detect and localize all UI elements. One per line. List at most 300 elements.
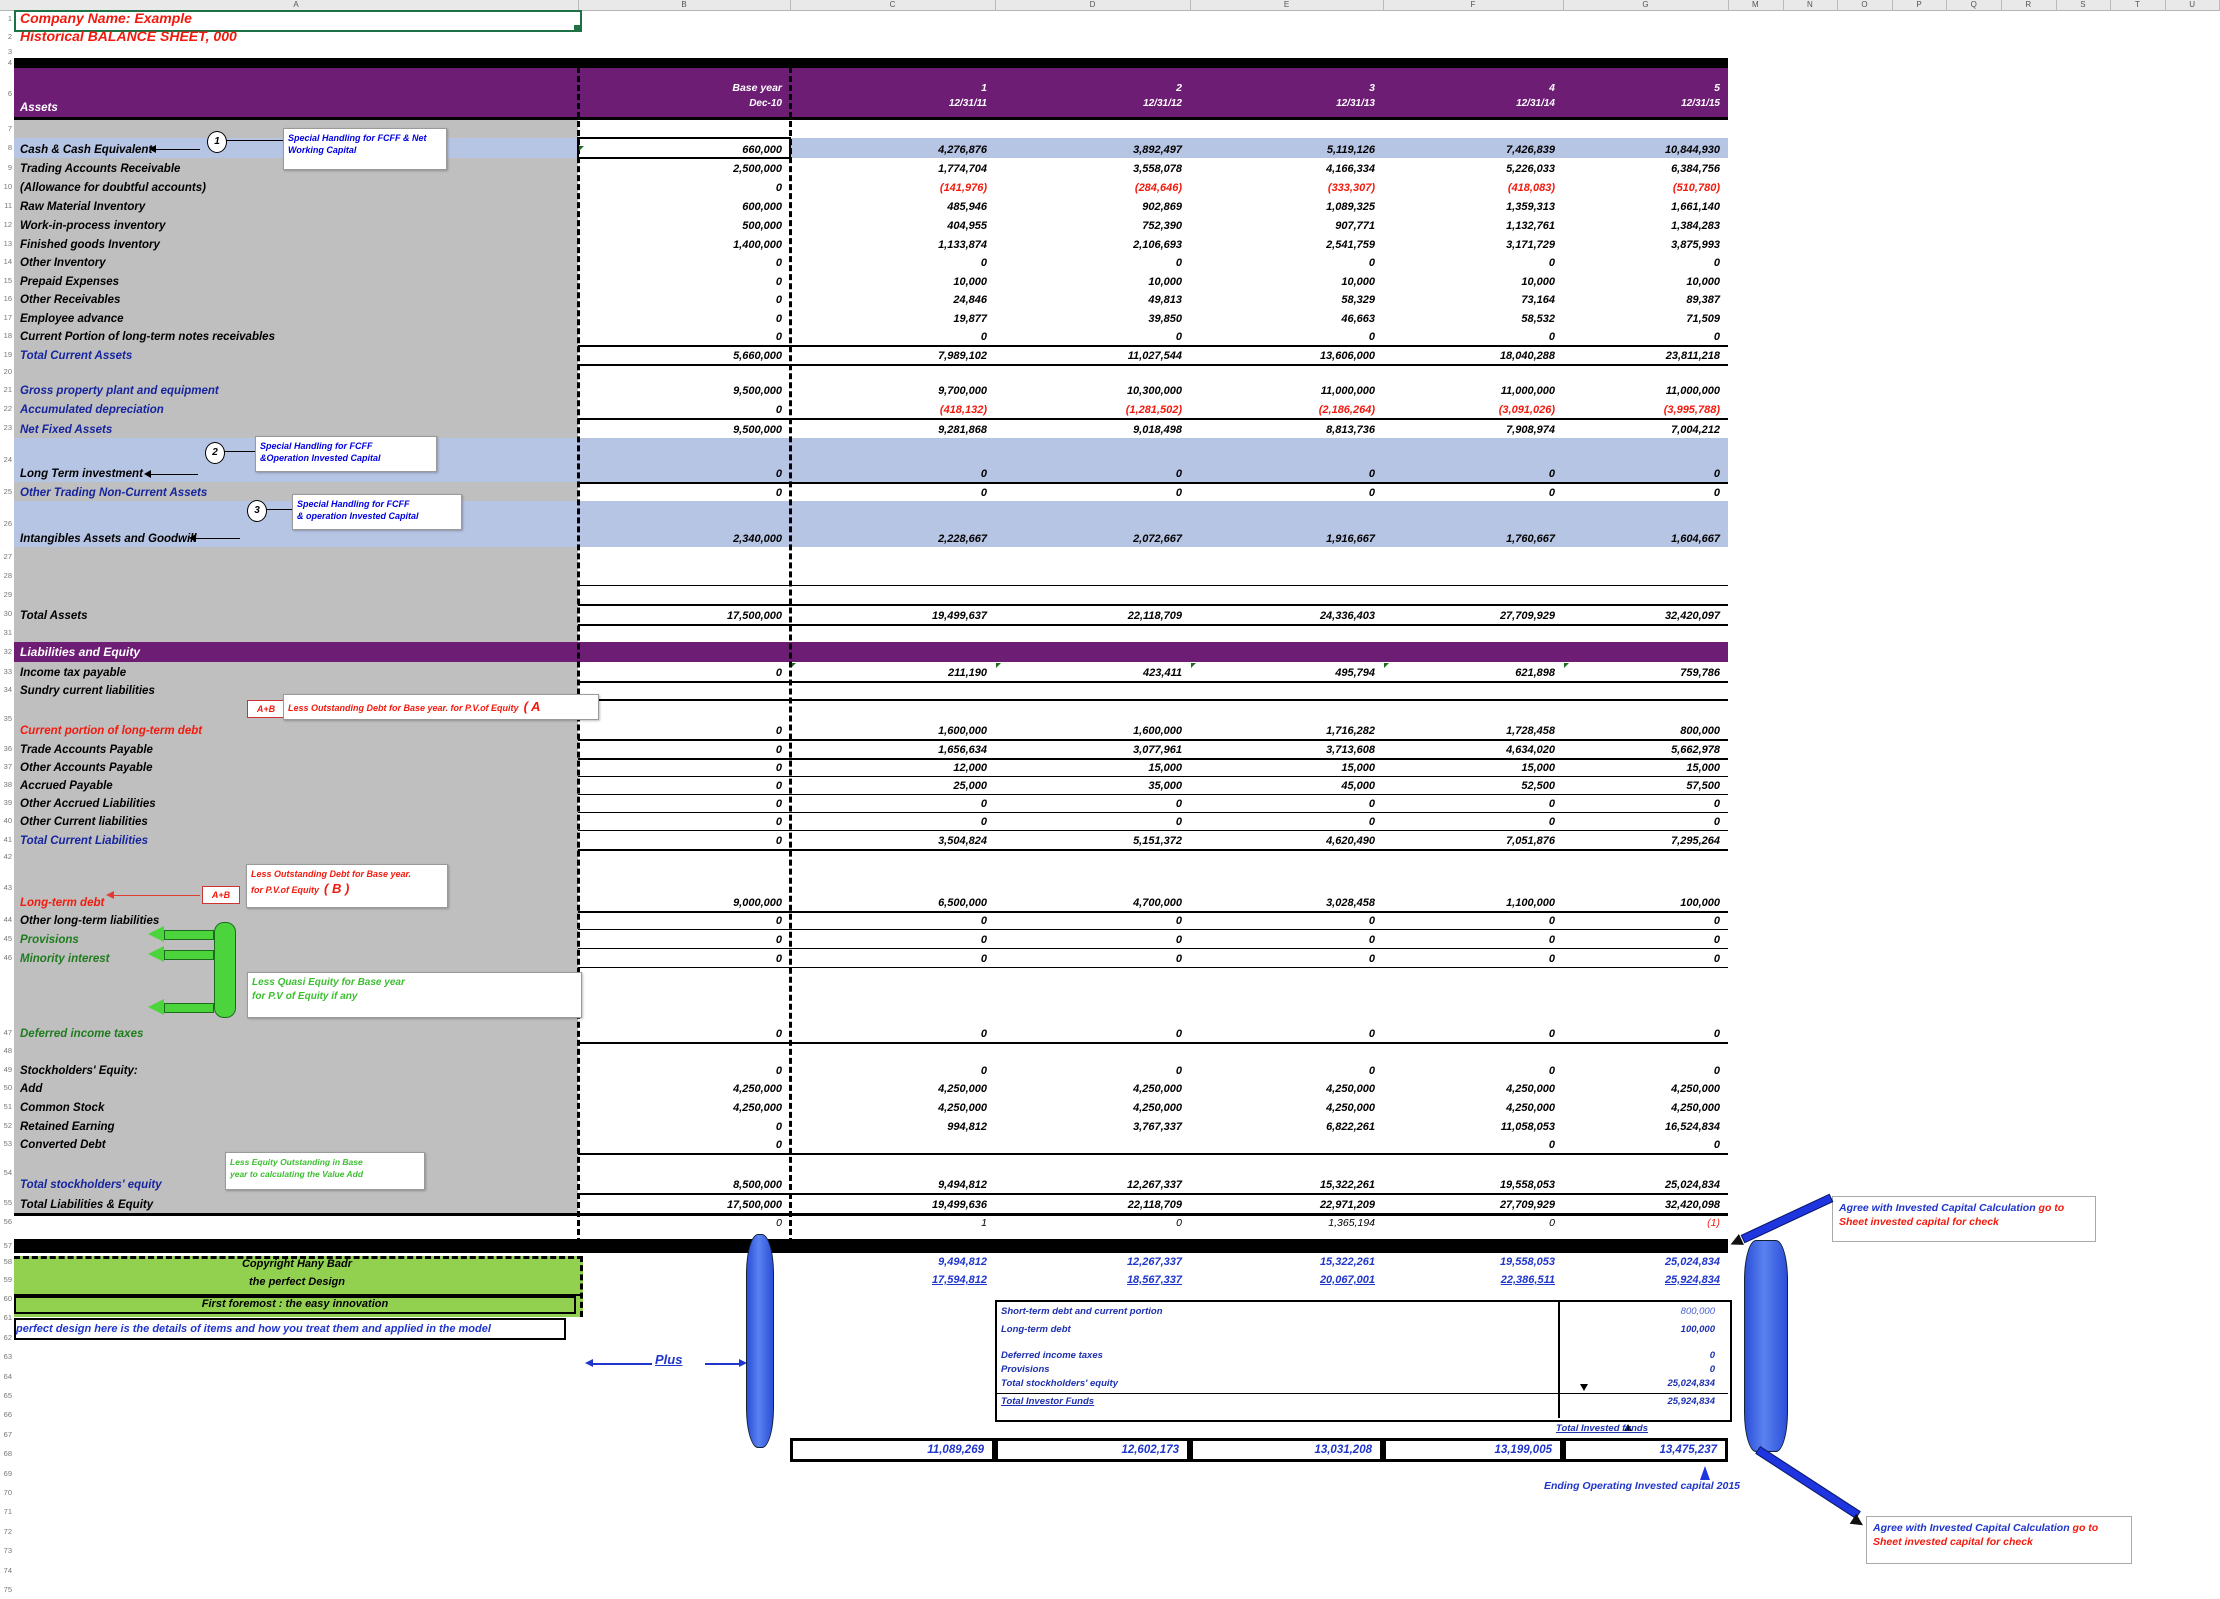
cell-C49[interactable]: 0 <box>980 1065 987 1077</box>
cell-D41[interactable]: 5,151,372 <box>1133 835 1182 847</box>
cell-E40[interactable]: 0 <box>1368 816 1375 828</box>
cell-C39[interactable]: 0 <box>980 798 987 810</box>
mini-table-value-5[interactable]: 25,024,834 <box>1667 1378 1715 1389</box>
cell-G54[interactable]: 25,024,834 <box>1664 1179 1720 1191</box>
row-number-37[interactable]: 37 <box>3 762 12 771</box>
row-number-24[interactable]: 24 <box>3 455 12 464</box>
row-number-40[interactable]: 40 <box>3 816 12 825</box>
cell-D52[interactable]: 3,767,337 <box>1133 1121 1182 1133</box>
cell-D38[interactable]: 35,000 <box>1148 780 1182 792</box>
cell-F25[interactable]: 0 <box>1548 487 1555 499</box>
row-24-label[interactable]: Long Term investment <box>20 468 143 480</box>
column-header-A[interactable]: A <box>14 0 579 10</box>
cell-D51[interactable]: 4,250,000 <box>1133 1102 1182 1114</box>
cell-B56[interactable]: 0 <box>776 1217 782 1229</box>
row-number-41[interactable]: 41 <box>3 835 12 844</box>
cell-E14[interactable]: 0 <box>1368 257 1375 269</box>
row-36-label[interactable]: Trade Accounts Payable <box>14 739 578 758</box>
cell-G14[interactable]: 0 <box>1713 257 1720 269</box>
cell-F14[interactable]: 0 <box>1548 257 1555 269</box>
cell-C54[interactable]: 9,494,812 <box>938 1179 987 1191</box>
cell-E41[interactable]: 4,620,490 <box>1326 835 1375 847</box>
cell-G18[interactable]: 0 <box>1713 331 1720 343</box>
row-number-61[interactable]: 61 <box>3 1313 12 1323</box>
row-50-label[interactable]: Add <box>14 1079 578 1097</box>
cell-F55[interactable]: 27,709,929 <box>1499 1199 1555 1211</box>
row-number-44[interactable]: 44 <box>3 915 12 924</box>
cell-E21[interactable]: 11,000,000 <box>1320 385 1375 397</box>
cell-C37[interactable]: 12,000 <box>953 762 987 774</box>
cell-E11[interactable]: 1,089,325 <box>1326 201 1375 213</box>
cell-C19[interactable]: 7,989,102 <box>938 350 987 362</box>
cell-D46[interactable]: 0 <box>1175 953 1182 965</box>
row-31-label[interactable] <box>14 624 578 642</box>
cell-B44[interactable]: 0 <box>775 915 782 927</box>
cell-D50[interactable]: 4,250,000 <box>1133 1083 1182 1095</box>
cell-C47[interactable]: 0 <box>980 1028 987 1040</box>
cell-D14[interactable]: 0 <box>1175 257 1182 269</box>
cell-D43[interactable]: 4,700,000 <box>1133 897 1182 909</box>
cell-D15[interactable]: 10,000 <box>1148 276 1182 288</box>
row-number-50[interactable]: 50 <box>3 1083 12 1092</box>
row-20-label[interactable] <box>14 364 578 380</box>
row-number-6[interactable]: 6 <box>7 89 12 98</box>
cell-E49[interactable]: 0 <box>1368 1065 1375 1077</box>
cell-G17[interactable]: 71,509 <box>1686 313 1720 325</box>
invested-total-E[interactable]: 13,031,208 <box>1190 1438 1383 1462</box>
cell-B46[interactable]: 0 <box>775 953 782 965</box>
row-number-34[interactable]: 34 <box>3 685 12 694</box>
row-number-48[interactable]: 48 <box>3 1046 12 1055</box>
cell-D12[interactable]: 752,390 <box>1142 220 1182 232</box>
cell-B8[interactable]: 660,000 <box>578 138 790 158</box>
cell-G21[interactable]: 11,000,000 <box>1665 385 1720 397</box>
row-17-label[interactable]: Employee advance <box>14 308 578 327</box>
cell-D9[interactable]: 3,558,078 <box>1133 163 1182 175</box>
year-date-5[interactable]: 12/31/14 <box>1516 98 1555 109</box>
column-header-N[interactable]: N <box>1783 0 1839 10</box>
cell-F44[interactable]: 0 <box>1548 915 1555 927</box>
cell-G59[interactable]: 25,924,834 <box>1664 1274 1720 1286</box>
cell-C18[interactable]: 0 <box>980 331 987 343</box>
column-header-B[interactable]: B <box>578 0 791 10</box>
row-10-label[interactable]: (Allowance for doubtful accounts) <box>14 177 578 196</box>
cell-B38[interactable]: 0 <box>775 780 782 792</box>
row-49-label[interactable]: Stockholders' Equity: <box>14 1060 578 1079</box>
column-header-R[interactable]: R <box>2001 0 2057 10</box>
row-11-label[interactable]: Raw Material Inventory <box>14 196 578 215</box>
cell-D53[interactable] <box>995 1135 1190 1153</box>
cell-D26[interactable]: 2,072,667 <box>1133 533 1182 545</box>
cell-E45[interactable]: 0 <box>1368 934 1375 946</box>
mini-table-value-2[interactable]: 100,000 <box>1680 1324 1715 1335</box>
row-number-60[interactable]: 60 <box>3 1294 12 1303</box>
cell-F24[interactable]: 0 <box>1548 468 1555 480</box>
cell-G39[interactable]: 0 <box>1713 798 1720 810</box>
column-header-F[interactable]: F <box>1383 0 1564 10</box>
cell-F38[interactable]: 52,500 <box>1521 780 1555 792</box>
cell-C50[interactable]: 4,250,000 <box>938 1083 987 1095</box>
cell-F21[interactable]: 11,000,000 <box>1500 385 1555 397</box>
row-number-20[interactable]: 20 <box>3 367 12 376</box>
cell-B47[interactable]: 0 <box>775 1028 782 1040</box>
column-header-E[interactable]: E <box>1190 0 1384 10</box>
cell-G53[interactable]: 0 <box>1713 1139 1720 1151</box>
invested-total-G[interactable]: 13,475,237 <box>1563 1438 1728 1462</box>
cell-F53[interactable]: 0 <box>1548 1139 1555 1151</box>
row-number-54[interactable]: 54 <box>3 1168 12 1177</box>
row-number-8[interactable]: 8 <box>7 143 12 152</box>
row-number-71[interactable]: 71 <box>3 1507 12 1517</box>
row-number-45[interactable]: 45 <box>3 934 12 943</box>
cell-F18[interactable]: 0 <box>1548 331 1555 343</box>
cell-G38[interactable]: 57,500 <box>1686 780 1720 792</box>
cell-D58[interactable]: 12,267,337 <box>1126 1256 1182 1268</box>
cell-G51[interactable]: 4,250,000 <box>1671 1102 1720 1114</box>
cell-E55[interactable]: 22,971,209 <box>1319 1199 1375 1211</box>
cell-D49[interactable]: 0 <box>1175 1065 1182 1077</box>
row-number-26[interactable]: 26 <box>3 519 12 528</box>
cell-C16[interactable]: 24,846 <box>953 294 987 306</box>
row-53-label[interactable]: Converted Debt <box>14 1135 578 1153</box>
cell-F19[interactable]: 18,040,288 <box>1499 350 1555 362</box>
cell-G47[interactable]: 0 <box>1713 1028 1720 1040</box>
cell-E37[interactable]: 15,000 <box>1341 762 1375 774</box>
row-number-7[interactable]: 7 <box>7 124 12 133</box>
cell-E50[interactable]: 4,250,000 <box>1326 1083 1375 1095</box>
row-26-label[interactable]: Intangibles Assets and Goodwill <box>20 533 197 545</box>
row-39-label[interactable]: Other Accrued Liabilities <box>14 794 578 812</box>
row-number-35[interactable]: 35 <box>3 714 12 723</box>
row-47-label[interactable]: Deferred income taxes <box>14 1023 578 1042</box>
mini-table-value-3[interactable]: 0 <box>1709 1350 1715 1361</box>
cell-F36[interactable]: 4,634,020 <box>1506 744 1555 756</box>
row-number-67[interactable]: 67 <box>3 1429 12 1439</box>
blue-arrow-2[interactable] <box>1755 1446 1861 1519</box>
year-date-3[interactable]: 12/31/12 <box>1143 98 1182 109</box>
cell-G23[interactable]: 7,004,212 <box>1671 424 1720 436</box>
cell-D33[interactable]: 423,411 <box>1143 667 1182 679</box>
cell-E36[interactable]: 3,713,608 <box>1326 744 1375 756</box>
row-number-32[interactable]: 32 <box>3 647 12 656</box>
red-note-chip-1[interactable]: A+B <box>247 700 285 718</box>
row-number-14[interactable]: 14 <box>3 257 12 266</box>
invested-total-C[interactable]: 11,089,269 <box>790 1438 995 1462</box>
cell-B15[interactable]: 0 <box>775 276 782 288</box>
cell-D30[interactable]: 22,118,709 <box>1127 610 1182 622</box>
row-number-38[interactable]: 38 <box>3 780 12 789</box>
cell-B19[interactable]: 5,660,000 <box>733 350 782 362</box>
callout-1-badge[interactable]: 1 <box>207 131 227 153</box>
invested-total-D[interactable]: 12,602,173 <box>995 1438 1190 1462</box>
cell-B50[interactable]: 4,250,000 <box>733 1083 782 1095</box>
cell-G11[interactable]: 1,661,140 <box>1671 201 1720 213</box>
cell-E46[interactable]: 0 <box>1368 953 1375 965</box>
year-header-3[interactable]: 2 <box>1176 82 1182 94</box>
cell-G30[interactable]: 32,420,097 <box>1664 610 1720 622</box>
cell-C23[interactable]: 9,281,868 <box>938 424 987 436</box>
cell-F30[interactable]: 27,709,929 <box>1499 610 1555 622</box>
cell-D59[interactable]: 18,567,337 <box>1126 1274 1182 1286</box>
row-22-label[interactable]: Accumulated depreciation <box>14 399 578 418</box>
row-56-label[interactable] <box>14 1213 578 1231</box>
cell-G13[interactable]: 3,875,993 <box>1671 239 1720 251</box>
green-note-1[interactable]: Less Quasi Equity for Base year for P.V of Equity if any <box>247 972 582 1018</box>
row-27-label[interactable] <box>14 547 578 566</box>
row-number-18[interactable]: 18 <box>3 331 12 340</box>
column-header-D[interactable]: D <box>995 0 1191 10</box>
cell-C8[interactable]: 4,276,876 <box>938 144 987 156</box>
cell-B24[interactable]: 0 <box>775 468 782 480</box>
cell-D54[interactable]: 12,267,337 <box>1126 1179 1182 1191</box>
cell-G36[interactable]: 5,662,978 <box>1671 744 1720 756</box>
row-number-53[interactable]: 53 <box>3 1139 12 1148</box>
row-number-58[interactable]: 58 <box>3 1257 12 1266</box>
year-date-6[interactable]: 12/31/15 <box>1681 98 1720 109</box>
cell-E53[interactable] <box>1190 1135 1383 1153</box>
row-51-label[interactable]: Common Stock <box>14 1097 578 1116</box>
red-note-chip-2[interactable]: A+B <box>202 886 240 904</box>
row-42-label[interactable] <box>14 849 578 865</box>
row-number-10[interactable]: 10 <box>3 182 12 191</box>
row-38-label[interactable]: Accrued Payable <box>14 776 578 794</box>
cell-E51[interactable]: 4,250,000 <box>1326 1102 1375 1114</box>
cell-F43[interactable]: 1,100,000 <box>1506 897 1555 909</box>
cell-E23[interactable]: 8,813,736 <box>1326 424 1375 436</box>
cell-B39[interactable]: 0 <box>775 798 782 810</box>
cell-C30[interactable]: 19,499,637 <box>931 610 987 622</box>
cell-B17[interactable]: 0 <box>775 313 782 325</box>
cell-D10[interactable]: (284,646) <box>1134 182 1182 194</box>
cell-G43[interactable]: 100,000 <box>1680 897 1720 909</box>
cell-G55[interactable]: 32,420,098 <box>1664 1199 1720 1211</box>
row-16-label[interactable]: Other Receivables <box>14 290 578 308</box>
cell-E35[interactable]: 1,716,282 <box>1326 725 1375 737</box>
cell-D19[interactable]: 11,027,544 <box>1127 350 1182 362</box>
cell-C52[interactable]: 994,812 <box>947 1121 987 1133</box>
cell-F13[interactable]: 3,171,729 <box>1506 239 1555 251</box>
cell-E24[interactable]: 0 <box>1368 468 1375 480</box>
cell-F51[interactable]: 4,250,000 <box>1506 1102 1555 1114</box>
cell-F50[interactable]: 4,250,000 <box>1506 1083 1555 1095</box>
row-number-2[interactable]: 2 <box>7 32 12 41</box>
cell-F47[interactable]: 0 <box>1548 1028 1555 1040</box>
cell-F10[interactable]: (418,083) <box>1507 182 1555 194</box>
row-number-43[interactable]: 43 <box>3 883 12 892</box>
cell-B12[interactable]: 500,000 <box>742 220 782 232</box>
row-number-57[interactable]: 57 <box>3 1241 12 1250</box>
cell-B49[interactable]: 0 <box>775 1065 782 1077</box>
cell-G19[interactable]: 23,811,218 <box>1665 350 1720 362</box>
cell-G25[interactable]: 0 <box>1713 487 1720 499</box>
year-header-1[interactable]: Base year <box>732 82 782 94</box>
cell-D22[interactable]: (1,281,502) <box>1125 404 1182 416</box>
cell-E43[interactable]: 3,028,458 <box>1326 897 1375 909</box>
column-header-O[interactable]: O <box>1837 0 1893 10</box>
cell-C38[interactable]: 25,000 <box>953 780 987 792</box>
cell-C35[interactable]: 1,600,000 <box>938 725 987 737</box>
row-number-72[interactable]: 72 <box>3 1526 12 1536</box>
cell-G9[interactable]: 6,384,756 <box>1671 163 1720 175</box>
cell-C17[interactable]: 19,877 <box>953 313 987 325</box>
cell-B52[interactable]: 0 <box>775 1121 782 1133</box>
cell-G12[interactable]: 1,384,283 <box>1671 220 1720 232</box>
cell-B30[interactable]: 17,500,000 <box>726 610 782 622</box>
cell-G24[interactable]: 0 <box>1713 468 1720 480</box>
cell-G16[interactable]: 89,387 <box>1686 294 1720 306</box>
row-number-21[interactable]: 21 <box>3 385 12 394</box>
cell-F8[interactable]: 7,426,839 <box>1506 144 1555 156</box>
cell-E56[interactable]: 1,365,194 <box>1328 1217 1375 1229</box>
row-number-74[interactable]: 74 <box>3 1565 12 1575</box>
cell-C22[interactable]: (418,132) <box>939 404 987 416</box>
cell-B53[interactable]: 0 <box>775 1139 782 1151</box>
cell-G50[interactable]: 4,250,000 <box>1671 1083 1720 1095</box>
cell-D8[interactable]: 3,892,497 <box>1133 144 1182 156</box>
column-header-Q[interactable]: Q <box>1946 0 2002 10</box>
cell-B16[interactable]: 0 <box>775 294 782 306</box>
cell-E33[interactable]: 495,794 <box>1335 667 1375 679</box>
cell-F23[interactable]: 7,908,974 <box>1506 424 1555 436</box>
cell-E44[interactable]: 0 <box>1368 915 1375 927</box>
cell-G40[interactable]: 0 <box>1713 816 1720 828</box>
row-number-22[interactable]: 22 <box>3 404 12 413</box>
cell-C10[interactable]: (141,976) <box>939 182 987 194</box>
year-date-2[interactable]: 12/31/11 <box>948 98 987 109</box>
row-number-25[interactable]: 25 <box>3 487 12 496</box>
cell-D40[interactable]: 0 <box>1175 816 1182 828</box>
cell-F40[interactable]: 0 <box>1548 816 1555 828</box>
mini-table-value-4[interactable]: 0 <box>1709 1364 1715 1375</box>
row-number-17[interactable]: 17 <box>3 313 12 322</box>
cell-D16[interactable]: 49,813 <box>1148 294 1182 306</box>
year-date-1[interactable]: Dec-10 <box>749 98 782 109</box>
cell-G35[interactable]: 800,000 <box>1680 725 1720 737</box>
cell-E26[interactable]: 1,916,667 <box>1326 533 1375 545</box>
row-number-70[interactable]: 70 <box>3 1488 12 1497</box>
row-number-65[interactable]: 65 <box>3 1391 12 1400</box>
row-8-label[interactable]: Cash & Cash Equivalent <box>20 144 153 156</box>
row-number-31[interactable]: 31 <box>3 628 12 637</box>
row-34-label[interactable]: Sundry current liabilities <box>14 681 578 699</box>
row-46-label[interactable]: Minority interest <box>14 948 578 967</box>
cell-F37[interactable]: 15,000 <box>1521 762 1555 774</box>
blue-pill-left[interactable] <box>746 1234 774 1448</box>
cell-F33[interactable]: 621,898 <box>1515 667 1555 679</box>
cell-C14[interactable]: 0 <box>980 257 987 269</box>
row-number-68[interactable]: 68 <box>3 1449 12 1459</box>
cell-D18[interactable]: 0 <box>1175 331 1182 343</box>
column-header-G[interactable]: G <box>1563 0 1729 10</box>
cell-C51[interactable]: 4,250,000 <box>938 1102 987 1114</box>
callout-3-badge[interactable]: 3 <box>247 500 267 522</box>
cell-F56[interactable]: 0 <box>1549 1217 1555 1229</box>
row-number-63[interactable]: 63 <box>3 1352 12 1362</box>
row-44-label[interactable]: Other long-term liabilities <box>14 911 578 929</box>
cell-E18[interactable]: 0 <box>1368 331 1375 343</box>
cell-C26[interactable]: 2,228,667 <box>938 533 987 545</box>
row-number-4[interactable]: 4 <box>7 58 12 67</box>
callout-3-box[interactable]: Special Handling for FCFF & operation Invested Capital <box>292 494 462 530</box>
cell-D37[interactable]: 15,000 <box>1148 762 1182 774</box>
column-header-S[interactable]: S <box>2056 0 2112 10</box>
cell-D17[interactable]: 39,850 <box>1148 313 1182 325</box>
cell-B35[interactable]: 0 <box>775 725 782 737</box>
cell-E30[interactable]: 24,336,403 <box>1319 610 1375 622</box>
row-37-label[interactable]: Other Accounts Payable <box>14 758 578 776</box>
row-number-64[interactable]: 64 <box>3 1371 12 1381</box>
cell-F46[interactable]: 0 <box>1548 953 1555 965</box>
row-40-label[interactable]: Other Current liabilities <box>14 812 578 830</box>
row-number-12[interactable]: 12 <box>3 220 12 229</box>
row-number-59[interactable]: 59 <box>3 1275 12 1284</box>
cell-B23[interactable]: 9,500,000 <box>733 424 782 436</box>
cell-E38[interactable]: 45,000 <box>1341 780 1375 792</box>
cell-F12[interactable]: 1,132,761 <box>1506 220 1555 232</box>
cell-D25[interactable]: 0 <box>1175 487 1182 499</box>
row-number-73[interactable]: 73 <box>3 1546 12 1556</box>
cell-F59[interactable]: 22,386,511 <box>1500 1274 1555 1286</box>
red-note-box-2[interactable]: Less Outstanding Debt for Base year. for P.V.of Equity ( B ) <box>246 864 448 908</box>
cell-C55[interactable]: 19,499,636 <box>931 1199 987 1211</box>
row-number-9[interactable]: 9 <box>7 163 12 172</box>
callout-2-badge[interactable]: 2 <box>205 442 225 464</box>
cell-D45[interactable]: 0 <box>1175 934 1182 946</box>
cell-G46[interactable]: 0 <box>1713 953 1720 965</box>
row-number-23[interactable]: 23 <box>3 423 12 432</box>
cell-C36[interactable]: 1,656,634 <box>938 744 987 756</box>
cell-C25[interactable]: 0 <box>980 487 987 499</box>
cell-G45[interactable]: 0 <box>1713 934 1720 946</box>
cell-C15[interactable]: 10,000 <box>953 276 987 288</box>
mini-table-value-6[interactable]: 25,924,834 <box>1667 1396 1715 1407</box>
row-33-label[interactable]: Income tax payable <box>14 662 578 681</box>
column-header-U[interactable]: U <box>2165 0 2220 10</box>
column-header-C[interactable]: C <box>790 0 996 10</box>
row-9-label[interactable]: Trading Accounts Receivable <box>14 158 578 177</box>
cell-B37[interactable]: 0 <box>775 762 782 774</box>
row-number-47[interactable]: 47 <box>3 1028 12 1037</box>
cell-C21[interactable]: 9,700,000 <box>938 385 987 397</box>
cell-D24[interactable]: 0 <box>1175 468 1182 480</box>
row-number-28[interactable]: 28 <box>3 571 12 580</box>
cell-D56[interactable]: 0 <box>1176 1217 1182 1229</box>
cell-B40[interactable]: 0 <box>775 816 782 828</box>
cell-E47[interactable]: 0 <box>1368 1028 1375 1040</box>
annotation-2[interactable]: Agree with Invested Capital Calculation go to Sheet invested capital for check <box>1866 1516 2132 1564</box>
cell-B13[interactable]: 1,400,000 <box>733 239 782 251</box>
year-date-4[interactable]: 12/31/13 <box>1336 98 1375 109</box>
cell-C53[interactable] <box>790 1135 995 1153</box>
cell-E22[interactable]: (2,186,264) <box>1318 404 1375 416</box>
cell-F11[interactable]: 1,359,313 <box>1506 201 1555 213</box>
row-number-56[interactable]: 56 <box>3 1217 12 1226</box>
cell-C11[interactable]: 485,946 <box>947 201 987 213</box>
cell-E59[interactable]: 20,067,001 <box>1319 1274 1375 1286</box>
row-15-label[interactable]: Prepaid Expenses <box>14 271 578 290</box>
row-29-label[interactable] <box>14 585 578 604</box>
cell-E16[interactable]: 58,329 <box>1341 294 1375 306</box>
cell-C59[interactable]: 17,594,812 <box>931 1274 987 1286</box>
cell-F45[interactable]: 0 <box>1548 934 1555 946</box>
cell-G58[interactable]: 25,024,834 <box>1664 1256 1720 1268</box>
row-number-46[interactable]: 46 <box>3 953 12 962</box>
cell-D36[interactable]: 3,077,961 <box>1133 744 1182 756</box>
cell-B21[interactable]: 9,500,000 <box>733 385 782 397</box>
cell-G10[interactable]: (510,780) <box>1672 182 1720 194</box>
cell-C33[interactable]: 211,190 <box>948 667 987 679</box>
column-header-M[interactable]: M <box>1728 0 1784 10</box>
